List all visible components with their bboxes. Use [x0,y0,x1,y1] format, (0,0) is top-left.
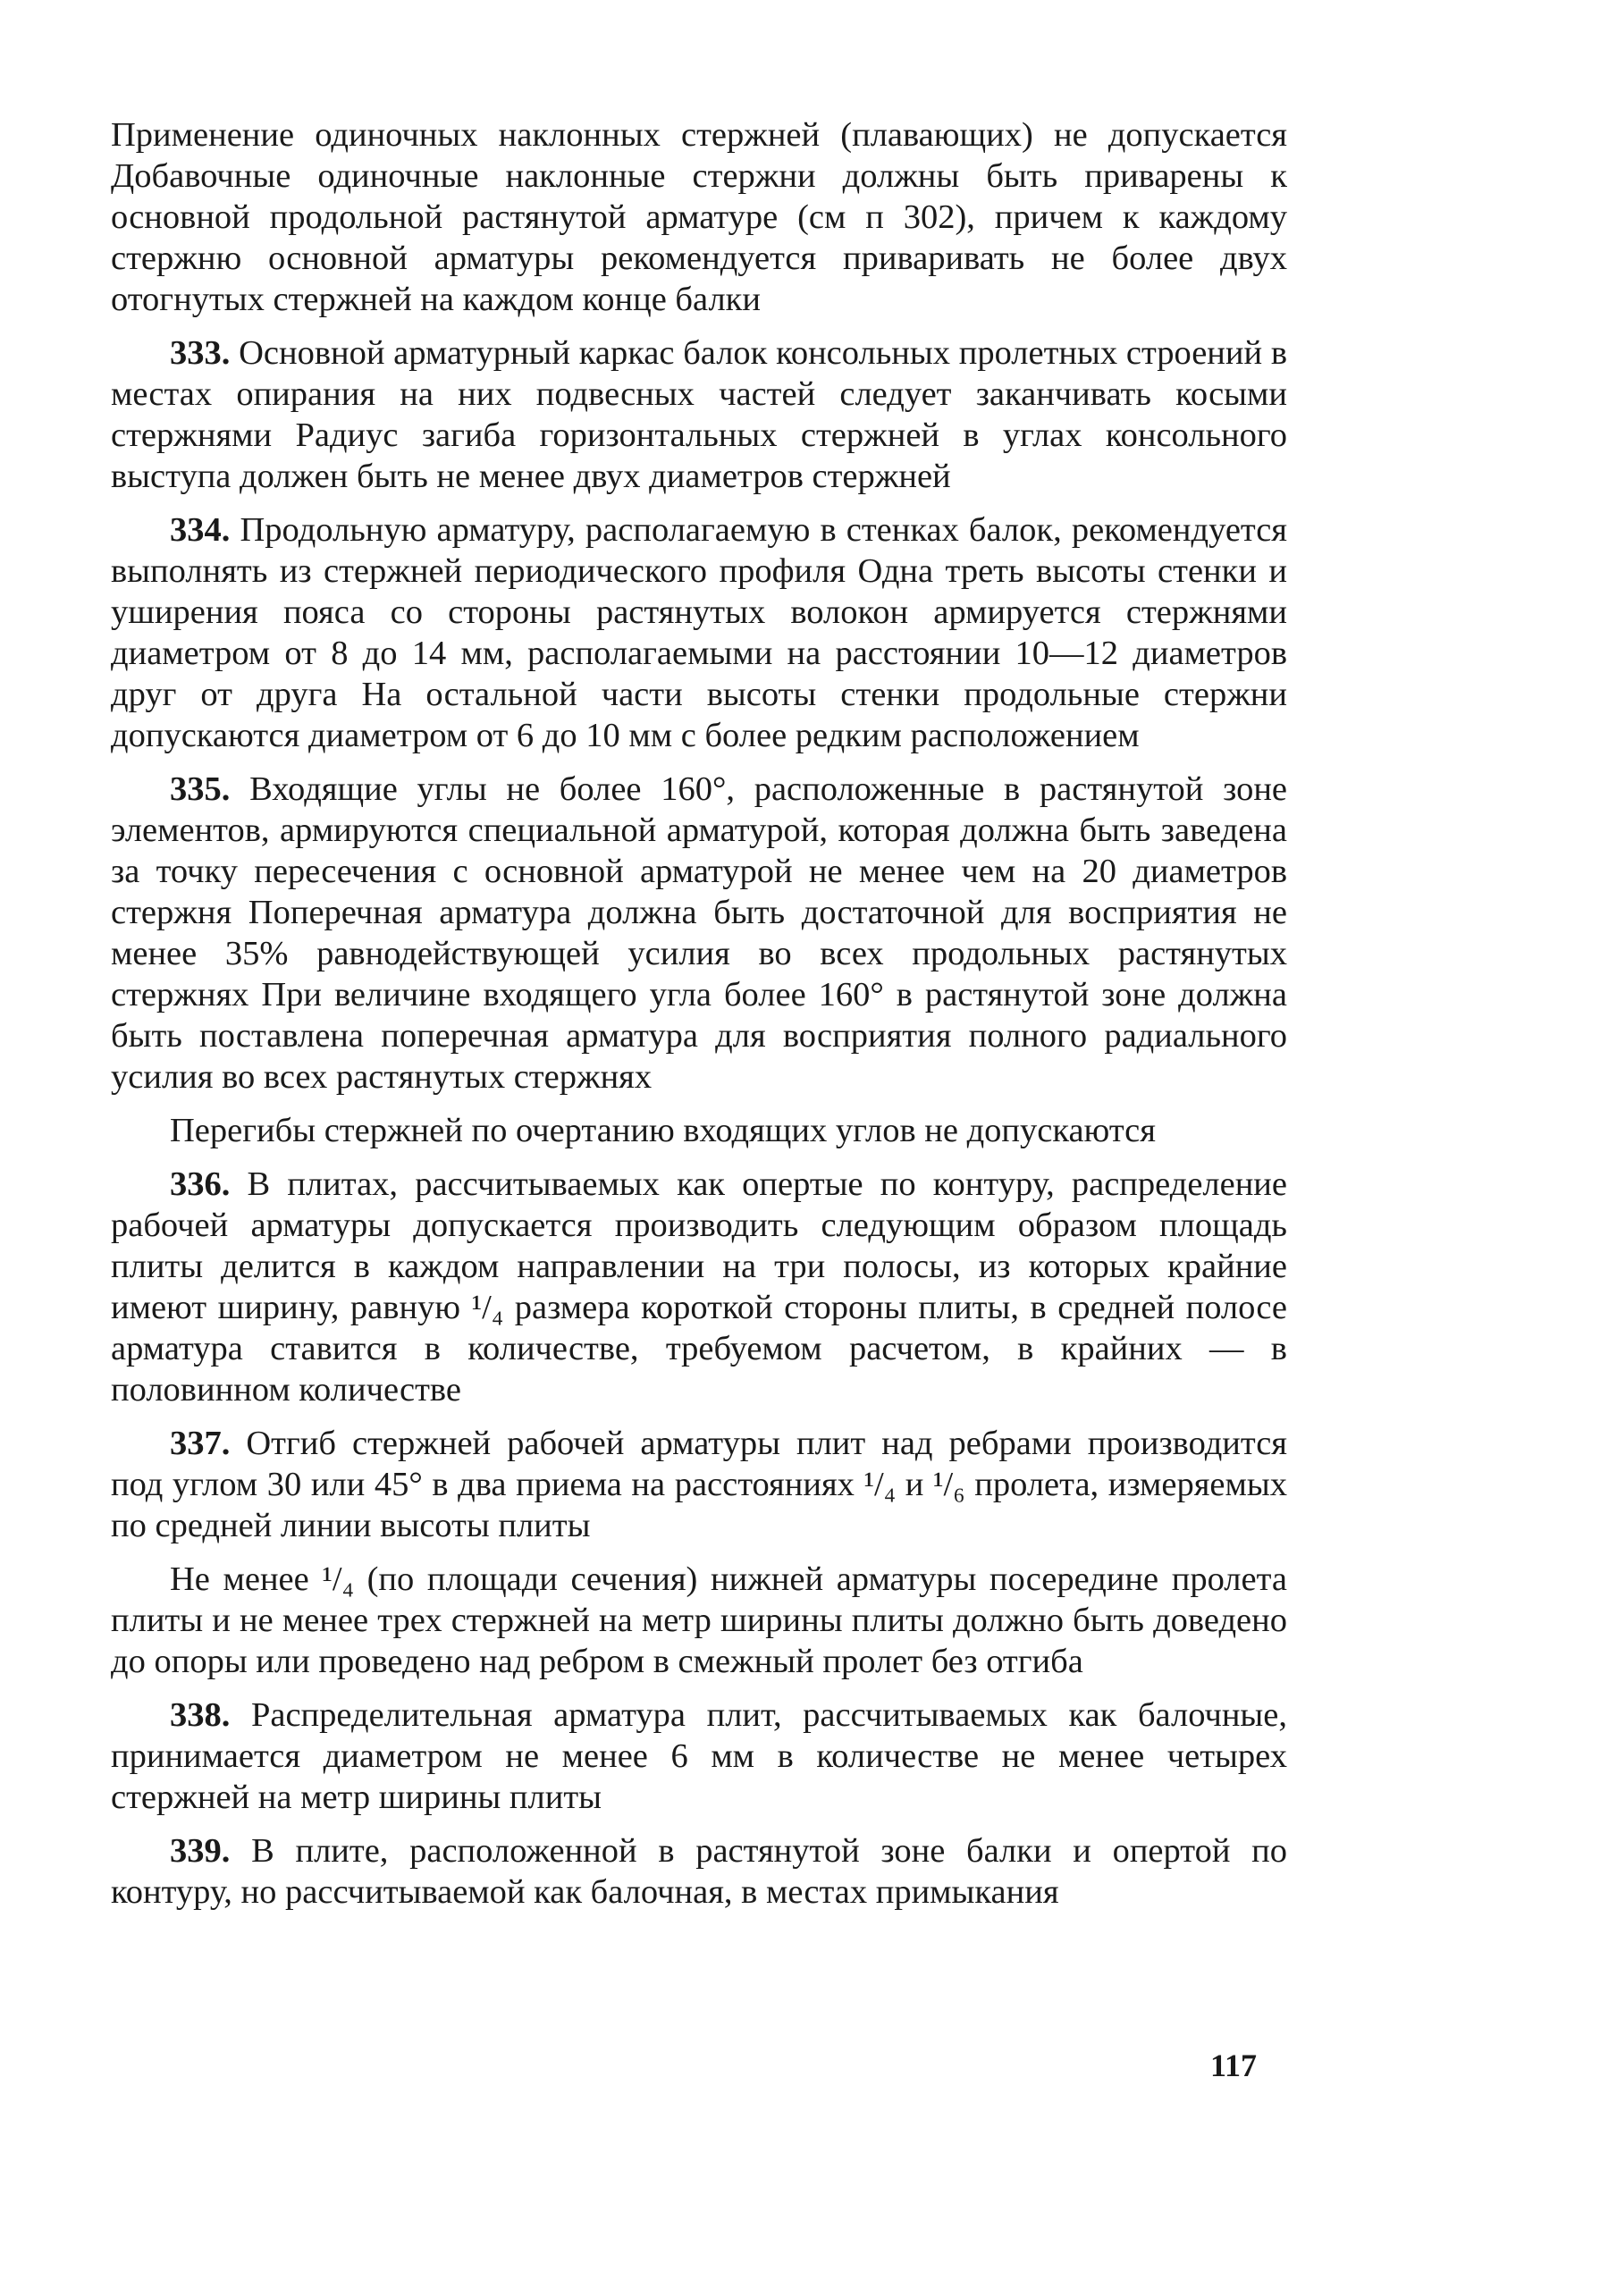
paragraph-335-continued [111,1110,1287,1151]
clause-number: 338. [170,1696,231,1734]
clause-number: 334. [170,511,231,549]
paragraph-text: Перегибы стержней по очертанию входящих углов не допускаются [170,1112,1156,1149]
paragraph-337 [111,1423,1287,1546]
paragraph-text: Отгиб стержней рабочей арматуры плит над ребрами производится под углом 30 или 45° в два приема на расстояниях ¹/₄ и ¹/₆ пролета, измеряемых по средней линии высоты плиты [111,1425,1287,1544]
paragraph-text: Применение одиночных наклонных стержней (плавающих) не допускается Добавочные одиночные наклонные стержни должны быть приварены к основной продольной растянутой арматуре (см п 302), причем к каждому стержню основной арматуры рекомендуется приваривать не более двух отогнутых стержней на каждом конце балки [111,116,1287,318]
page-body [111,114,1287,1925]
paragraph-text: Распределительная арматура плит, рассчитываемых как балочные, принимается диаметром не менее 6 мм в количестве не менее четырех стержней на метр ширины плиты [111,1696,1287,1816]
clause-number: 335. [170,770,231,808]
paragraph-339 [111,1830,1287,1913]
paragraph-text: В плитах, рассчитываемых как опертые по контуру, распределение рабочей арматуры допускается производить следующим образом площадь плиты делится в каждом направлении на три полосы, из которых крайние имеют ширину, равную ¹/₄ размера короткой стороны плиты, в средней полосе арматура ставится в количестве, требуемом расчетом, в крайних — в половинном количестве [111,1165,1287,1409]
paragraph-text: Основной арматурный каркас балок консольных пролетных строений в местах опирания на них подвесных частей следует заканчивать косыми стержнями Радиус загиба горизонтальных стержней в углах консольного выступа должен быть не менее двух диаметров стержней [111,334,1288,495]
paragraph-text: Входящие углы не более 160°, расположенные в растянутой зоне элементов, армируются специальной арматурой, которая должна быть заведена за точку пересечения с основной арматурой не менее чем на 20 диаметров стержня Поперечная арматура должна быть достаточной для восприятия не менее 35% равнодействующей усилия во всех продольных растянутых стержнях При величине входящего угла более 160° в растянутой зоне должна быть поставлена поперечная арматура для восприятия полного радиального усилия во всех растянутых стержнях [111,770,1288,1096]
clause-number: 336. [170,1165,231,1203]
paragraph-text: Не менее ¹/₄ (по площади сечения) нижней арматуры посередине пролета плиты и не менее трех стержней на метр ширины плиты должно быть доведено до опоры или проведено над ребром в смежный пролет без отгиба [111,1560,1287,1680]
clause-number: 337. [170,1425,231,1462]
paragraph-334 [111,509,1287,756]
paragraph-intro [111,114,1287,320]
clause-number: 333. [170,334,231,372]
paragraph-336 [111,1164,1287,1410]
paragraph-text: Продольную арматуру, располагаемую в стенках балок, рекомендуется выполнять из стержней периодического профиля Одна треть высоты стенки и уширения пояса со стороны растянутых волокон армируется стержнями диаметром от 8 до 14 мм, располагаемыми на расстоянии 10—12 диаметров друг от друга На остальной части высоты стенки продольные стержни допускаются диаметром от 6 до 10 мм с более редким расположением [111,511,1288,754]
page-number: 117 [1210,2048,1258,2083]
paragraph-text: В плите, расположенной в растянутой зоне балки и опертой по контуру, но рассчитываемой как балочная, в местах примыкания [111,1832,1287,1911]
paragraph-337-continued [111,1559,1287,1682]
paragraph-338 [111,1695,1287,1818]
clause-number: 339. [170,1832,231,1870]
paragraph-335 [111,769,1287,1098]
paragraph-333 [111,332,1287,497]
